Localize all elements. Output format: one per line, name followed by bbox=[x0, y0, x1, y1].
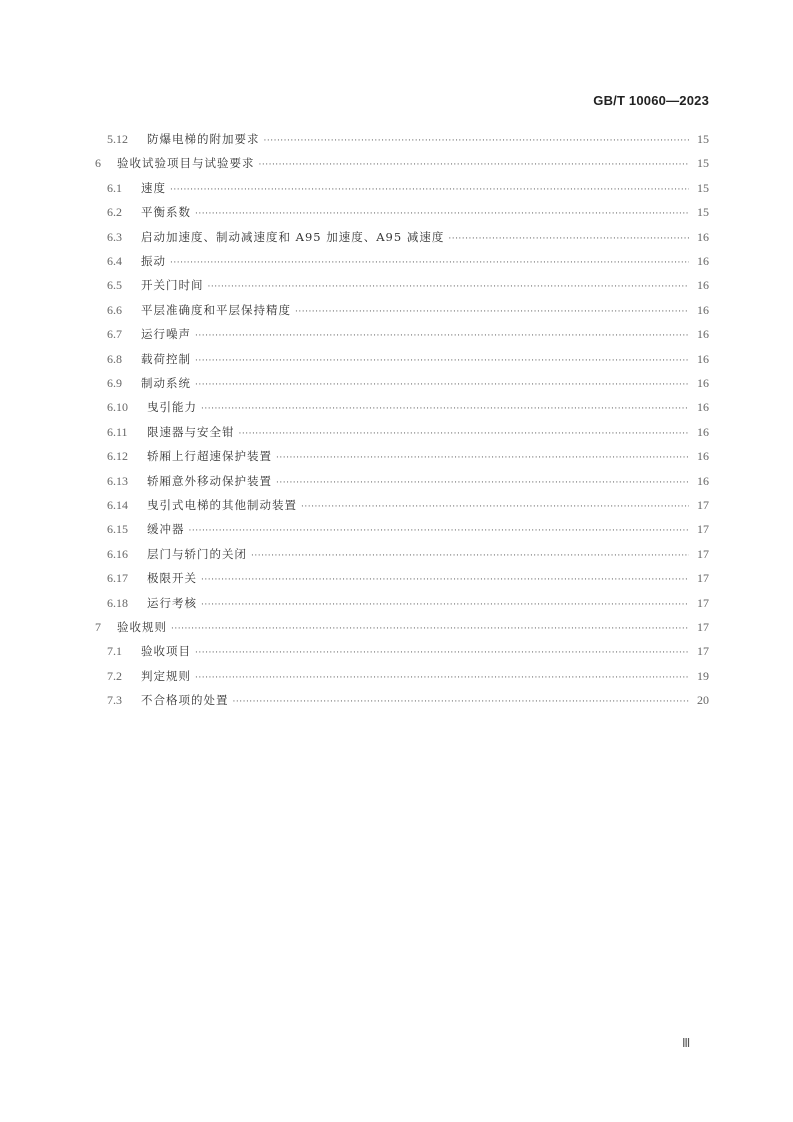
toc-title: 极限开关 bbox=[147, 571, 197, 586]
leader-dots bbox=[201, 404, 689, 414]
leader-dots bbox=[170, 258, 689, 268]
toc-page: 17 bbox=[697, 522, 709, 537]
toc-number: 6.8 bbox=[107, 351, 122, 366]
leader-dots bbox=[195, 356, 689, 366]
leader-dots bbox=[195, 673, 689, 683]
toc-title: 轿厢意外移动保护装置 bbox=[147, 473, 272, 488]
toc-title: 限速器与安全钳 bbox=[147, 424, 235, 439]
toc-number: 6.15 bbox=[107, 522, 128, 537]
toc-entry-6-7[interactable] bbox=[107, 326, 709, 346]
leader-dots bbox=[189, 526, 690, 536]
toc-page: 16 bbox=[697, 376, 709, 390]
toc-page: 16 bbox=[697, 424, 709, 439]
toc-entry-6-2[interactable] bbox=[107, 204, 709, 224]
toc-entry-6-16[interactable] bbox=[107, 546, 709, 566]
toc-number: 7.3 bbox=[107, 693, 122, 708]
leader-dots bbox=[195, 331, 689, 341]
leader-dots bbox=[301, 502, 689, 512]
toc-title: 判定规则 bbox=[141, 668, 191, 683]
toc-number: 6.14 bbox=[107, 498, 128, 512]
toc-entry-6-15[interactable] bbox=[107, 521, 709, 541]
toc-entry-6-13[interactable] bbox=[107, 473, 709, 493]
toc-entry-6-10[interactable] bbox=[107, 399, 709, 419]
toc-page: 17 bbox=[697, 571, 709, 586]
toc-number: 6.5 bbox=[107, 278, 122, 293]
toc-page: 16 bbox=[697, 327, 709, 342]
toc-number: 6.17 bbox=[107, 571, 128, 586]
toc-title: 轿厢上行超速保护装置 bbox=[147, 449, 272, 464]
toc-entry-6-9[interactable] bbox=[107, 375, 709, 395]
toc-entry-7[interactable] bbox=[95, 619, 709, 639]
toc-page: 17 bbox=[697, 546, 709, 561]
leader-dots bbox=[195, 209, 689, 219]
toc-number: 6 bbox=[95, 156, 101, 171]
toc-title: 平衡系数 bbox=[141, 205, 191, 220]
toc-title: 曳引式电梯的其他制动装置 bbox=[147, 498, 297, 512]
toc-entry-5-12[interactable] bbox=[107, 131, 709, 151]
toc-entry-6-17[interactable] bbox=[107, 570, 709, 590]
toc-title: 载荷控制 bbox=[141, 351, 191, 366]
toc-page: 19 bbox=[697, 668, 709, 683]
toc-entry-6-14[interactable] bbox=[107, 497, 709, 517]
toc-title: 振动 bbox=[141, 254, 166, 268]
leader-dots bbox=[233, 697, 690, 707]
toc-page: 17 bbox=[697, 620, 709, 634]
toc-title: 运行噪声 bbox=[141, 327, 191, 342]
toc-entry-6-12[interactable] bbox=[107, 448, 709, 468]
toc-page: 16 bbox=[697, 473, 709, 488]
leader-dots bbox=[201, 600, 689, 610]
toc-number: 6.3 bbox=[107, 229, 122, 244]
toc-title: 验收规则 bbox=[117, 620, 167, 634]
toc-entry-6-6[interactable] bbox=[107, 302, 709, 322]
toc-page: 16 bbox=[697, 449, 709, 464]
toc-page: 15 bbox=[697, 205, 709, 220]
leader-dots bbox=[171, 624, 689, 634]
page-number: Ⅲ bbox=[682, 1036, 691, 1050]
toc-entry-6-18[interactable] bbox=[107, 595, 709, 615]
toc-title: 制动系统 bbox=[141, 376, 191, 390]
toc-number: 7.1 bbox=[107, 644, 122, 659]
toc-title: 启动加速度、制动减速度和 A95 加速度、A95 减速度 bbox=[141, 229, 445, 244]
toc-entry-6-11[interactable] bbox=[107, 424, 709, 444]
toc-page: 16 bbox=[697, 302, 709, 317]
toc-number: 7 bbox=[95, 620, 101, 634]
toc-number: 6.9 bbox=[107, 376, 122, 390]
toc-number: 5.12 bbox=[107, 132, 128, 146]
toc-page: 16 bbox=[697, 400, 709, 415]
toc-entry-6[interactable] bbox=[95, 155, 709, 175]
toc-entry-7-3[interactable] bbox=[107, 692, 709, 712]
toc-entry-6-4[interactable] bbox=[107, 253, 709, 273]
toc-title: 速度 bbox=[141, 180, 166, 195]
toc-page: 20 bbox=[697, 693, 709, 708]
toc-title: 验收项目 bbox=[141, 644, 191, 659]
leader-dots bbox=[195, 648, 689, 658]
toc-number: 6.2 bbox=[107, 205, 122, 220]
toc-title: 缓冲器 bbox=[147, 522, 185, 537]
toc-page: 15 bbox=[697, 180, 709, 195]
toc-page: 17 bbox=[697, 498, 709, 512]
toc-number: 6.1 bbox=[107, 180, 122, 195]
toc-title: 开关门时间 bbox=[141, 278, 204, 293]
toc-number: 6.7 bbox=[107, 327, 122, 342]
toc-entry-6-1[interactable] bbox=[107, 180, 709, 200]
toc-entry-6-8[interactable] bbox=[107, 351, 709, 371]
toc-page: 17 bbox=[697, 644, 709, 659]
toc-title: 运行考核 bbox=[147, 595, 197, 610]
toc-title: 防爆电梯的附加要求 bbox=[147, 132, 260, 146]
toc-page: 16 bbox=[697, 351, 709, 366]
toc-page: 15 bbox=[697, 156, 709, 171]
toc-page: 16 bbox=[697, 278, 709, 293]
toc-number: 6.6 bbox=[107, 302, 122, 317]
leader-dots bbox=[208, 282, 690, 292]
toc-number: 6.4 bbox=[107, 254, 122, 268]
toc-entry-7-1[interactable] bbox=[107, 643, 709, 663]
leader-dots bbox=[295, 307, 689, 317]
leader-dots bbox=[201, 575, 689, 585]
toc-number: 6.18 bbox=[107, 595, 128, 610]
leader-dots bbox=[276, 478, 689, 488]
leader-dots bbox=[448, 234, 689, 244]
leader-dots bbox=[251, 551, 689, 561]
leader-dots bbox=[276, 453, 689, 463]
toc-title: 层门与轿门的关闭 bbox=[147, 546, 247, 561]
toc-page: 16 bbox=[697, 229, 709, 244]
leader-dots bbox=[170, 185, 689, 195]
toc-number: 6.13 bbox=[107, 473, 128, 488]
toc-title: 不合格项的处置 bbox=[141, 693, 229, 708]
toc-title: 曳引能力 bbox=[147, 400, 197, 415]
toc-number: 6.12 bbox=[107, 449, 128, 464]
toc-title: 验收试验项目与试验要求 bbox=[117, 156, 255, 171]
leader-dots bbox=[239, 429, 690, 439]
leader-dots bbox=[259, 160, 690, 170]
leader-dots bbox=[264, 136, 690, 146]
toc-title: 平层准确度和平层保持精度 bbox=[141, 302, 291, 317]
toc-entry-6-5[interactable] bbox=[107, 277, 709, 297]
toc-number: 6.10 bbox=[107, 400, 128, 415]
toc-page: 16 bbox=[697, 254, 709, 268]
standard-number: GB/T 10060—2023 bbox=[593, 93, 709, 108]
toc-number: 6.16 bbox=[107, 546, 128, 561]
toc-number: 6.11 bbox=[107, 424, 128, 439]
toc-page: 17 bbox=[697, 595, 709, 610]
toc-entry-7-2[interactable] bbox=[107, 668, 709, 688]
leader-dots bbox=[195, 380, 689, 390]
toc-number: 7.2 bbox=[107, 668, 122, 683]
toc-entry-6-3[interactable] bbox=[107, 229, 709, 249]
toc-page: 15 bbox=[697, 132, 709, 146]
